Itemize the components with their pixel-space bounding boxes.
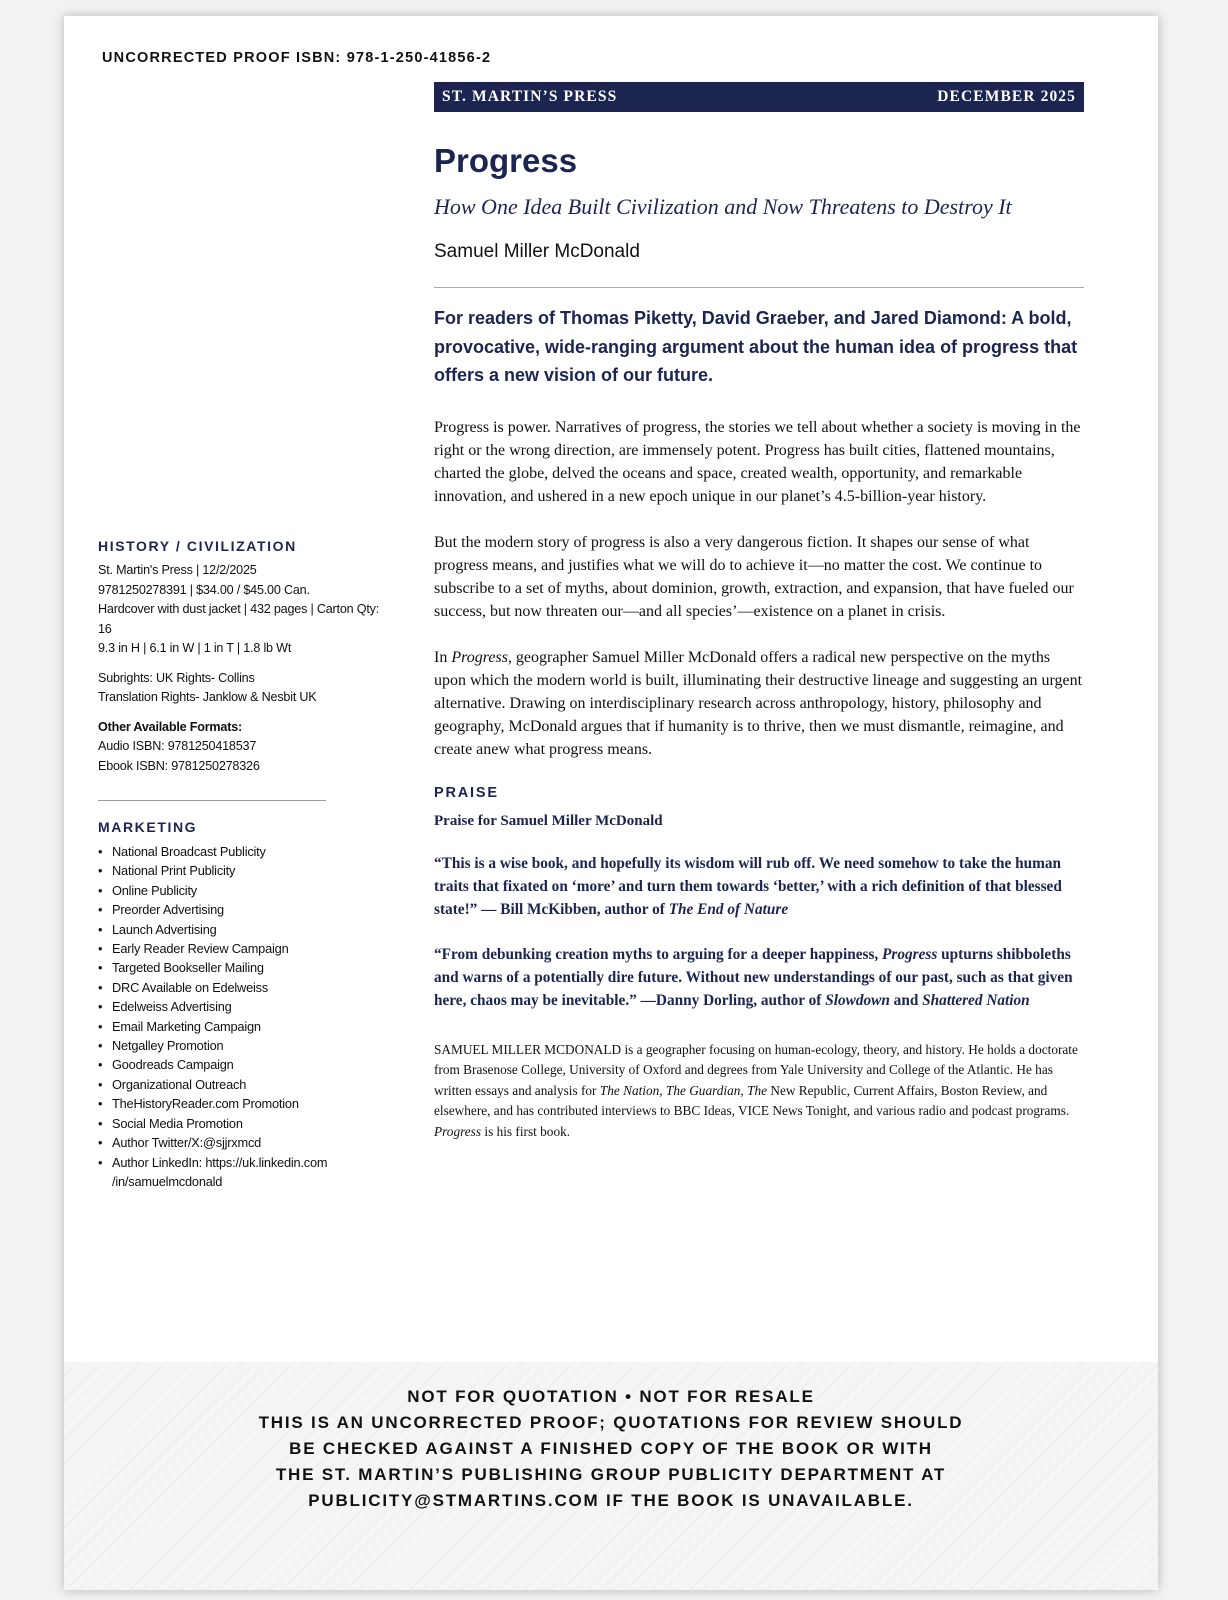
title-divider	[434, 287, 1084, 288]
book-title-italic: The End of Nature	[668, 900, 789, 918]
disclaimer-text	[64, 1384, 1158, 1514]
marketing-item: • Launch Advertising	[98, 920, 388, 939]
dimensions-line: 9.3 in H | 6.1 in W | 1 in T | 1.8 lb Wt	[98, 641, 292, 655]
praise-quote-2	[434, 943, 1084, 1012]
text-run: SAMUEL MILLER MCDONALD is a geographer focusing on human-ecology, theory, and history. He holds a doctorate from Brasenose College, University of Oxford and degrees from Yale University and College of the Atlantic. He has written essays and analysis for	[434, 1041, 1078, 1098]
format-line: Hardcover with dust jacket | 432 pages | Carton Qty: 16	[98, 602, 380, 636]
book-subtitle: How One Idea Built Civilization and Now Threatens to Destroy It	[434, 194, 1012, 219]
disclaimer-line: NOT FOR QUOTATION • NOT FOR RESALE	[407, 1387, 815, 1406]
marketing-heading: MARKETING	[98, 819, 198, 835]
price-line: 9781250278391 | $34.00 / $45.00 Can.	[98, 582, 310, 597]
publisher-name: ST. MARTIN’S PRESS	[442, 88, 618, 105]
marketing-item: • Author Twitter/X:@sjjrxmcd	[98, 1133, 388, 1152]
sell-sheet-page	[64, 16, 1158, 1590]
book-title-italic: Progress	[434, 1123, 482, 1139]
disclaimer-line: THE ST. MARTIN’S PUBLISHING GROUP PUBLICITY DEPARTMENT AT	[275, 1465, 947, 1484]
marketing-item: • Organizational Outreach	[98, 1075, 388, 1094]
praise-quote-1	[434, 852, 1084, 921]
marketing-item: • Goodreads Campaign	[98, 1055, 388, 1074]
marketing-item: • National Print Publicity	[98, 861, 388, 880]
text-run: In	[434, 648, 452, 666]
book-title-italic: Progress	[882, 945, 938, 963]
sidebar	[98, 538, 388, 1191]
text-run: is his first book.	[481, 1123, 571, 1139]
book-tagline: For readers of Thomas Piketty, David Graeber, and Jared Diamond: A bold, provocative, wide-ranging argument about the human idea of progress that offers a new vision of our future.	[434, 308, 1078, 385]
proof-isbn-line: UNCORRECTED PROOF ISBN: 978-1-250-41856-2	[102, 50, 492, 66]
description-paragraph-3	[434, 646, 1084, 761]
marketing-item: • TheHistoryReader.com Promotion	[98, 1094, 388, 1113]
main-content	[434, 82, 1084, 1142]
publisher-banner	[434, 82, 1084, 112]
text-run: upturns shibboleths and warns of a potentially dire future. Without new understandings of our past, such as that given here, chaos may be inevitable.” —Danny Dorling, author of	[434, 945, 1073, 1009]
disclaimer-line: BE CHECKED AGAINST A FINISHED COPY OF THE BOOK OR WITH	[289, 1439, 933, 1458]
proof-disclaimer-footer	[64, 1362, 1158, 1590]
praise-heading: PRAISE	[434, 784, 499, 801]
translation-rights-line: Translation Rights- Janklow & Nesbit UK	[98, 690, 317, 704]
disclaimer-line: PUBLICITY@STMARTINS.COM IF THE BOOK IS UNAVAILABLE.	[308, 1491, 914, 1510]
category-heading: HISTORY / CIVILIZATION	[98, 538, 297, 554]
marketing-item: • Email Marketing Campaign	[98, 1017, 388, 1036]
text-run: “From debunking creation myths to arguing for a deeper happiness,	[434, 945, 883, 963]
marketing-item: • Author LinkedIn: https://uk.linkedin.com /in/samuelmcdonald	[98, 1153, 388, 1192]
text-run: and	[889, 991, 923, 1009]
book-title: Progress	[434, 142, 578, 179]
audio-isbn: Audio ISBN: 9781250418537	[98, 739, 257, 753]
other-formats-label: Other Available Formats:	[98, 719, 243, 734]
book-author: Samuel Miller McDonald	[434, 241, 640, 262]
pub-month: DECEMBER 2025	[937, 88, 1076, 105]
text-run: New Republic, Current Affairs, Boston Review, and elsewhere, and has contributed interviews to BBC Ideas, VICE News Tonight, and various radio and podcast programs.	[434, 1082, 1070, 1118]
author-bio	[434, 1040, 1084, 1143]
marketing-item: • Edelweiss Advertising	[98, 997, 388, 1016]
subrights-line: Subrights: UK Rights- Collins	[98, 670, 255, 685]
praise-subheading: Praise for Samuel Miller McDonald	[434, 812, 663, 829]
disclaimer-line: THIS IS AN UNCORRECTED PROOF; QUOTATIONS FOR REVIEW SHOULD	[258, 1413, 964, 1432]
marketing-item: • Netgalley Promotion	[98, 1036, 388, 1055]
marketing-item: • National Broadcast Publicity	[98, 842, 388, 861]
marketing-item: • Preorder Advertising	[98, 900, 388, 919]
ebook-isbn: Ebook ISBN: 9781250278326	[98, 758, 260, 773]
book-title-italic: Slowdown	[825, 991, 890, 1009]
text-run: , geographer Samuel Miller McDonald offers a radical new perspective on the myths upon which the modern world is built, illuminating their destructive lineage and suggesting an urgent alternative. Drawing on interdisciplinary research across anthropology, history, philosophy and geography, McDonald argues that if humanity is to thrive, then we must dismantle, reimagine, and create anew what progress means.	[434, 648, 1083, 758]
marketing-item: • Social Media Promotion	[98, 1114, 388, 1133]
book-title-italic: Progress	[451, 648, 508, 666]
marketing-item: • Early Reader Review Campaign	[98, 939, 388, 958]
marketing-item: • Online Publicity	[98, 881, 388, 900]
book-metadata	[98, 561, 388, 776]
marketing-list	[98, 842, 388, 1191]
publication-italic: The Nation, The Guardian, The	[599, 1082, 768, 1098]
sidebar-divider	[98, 800, 326, 801]
description-paragraph-1: Progress is power. Narratives of progress, the stories we tell about whether a society is moving in the right or the wrong direction, are immensely potent. Progress has built cities, flattened mountains, charted the globe, delved the oceans and space, created wealth, opportunity, and remarkable innovation, and ushered in a new epoch unique in our planet’s 4.5-billion-year history.	[434, 418, 1081, 505]
description-paragraph-2: But the modern story of progress is also a very dangerous fiction. It shapes our sense of what progress means, and justifies what we will do to achieve it—no matter the cost. We continue to subscribe to a set of myths, about dominion, growth, extraction, and expansion, that have fueled our success, but now threaten our—and all species’—existence on a planet in crisis.	[434, 533, 1074, 620]
marketing-item: • DRC Available on Edelweiss	[98, 978, 388, 997]
pub-line: St. Martin's Press | 12/2/2025	[98, 563, 257, 577]
text-run: “This is a wise book, and hopefully its wisdom will rub off. We need somehow to take the human traits that fixated on ‘more’ and turn them towards ‘better,’ with a rich definition of that blessed state!” — Bill McKibben, author of	[434, 854, 1062, 918]
marketing-item: • Targeted Bookseller Mailing	[98, 958, 388, 977]
book-title-italic: Shattered Nation	[922, 991, 1030, 1009]
